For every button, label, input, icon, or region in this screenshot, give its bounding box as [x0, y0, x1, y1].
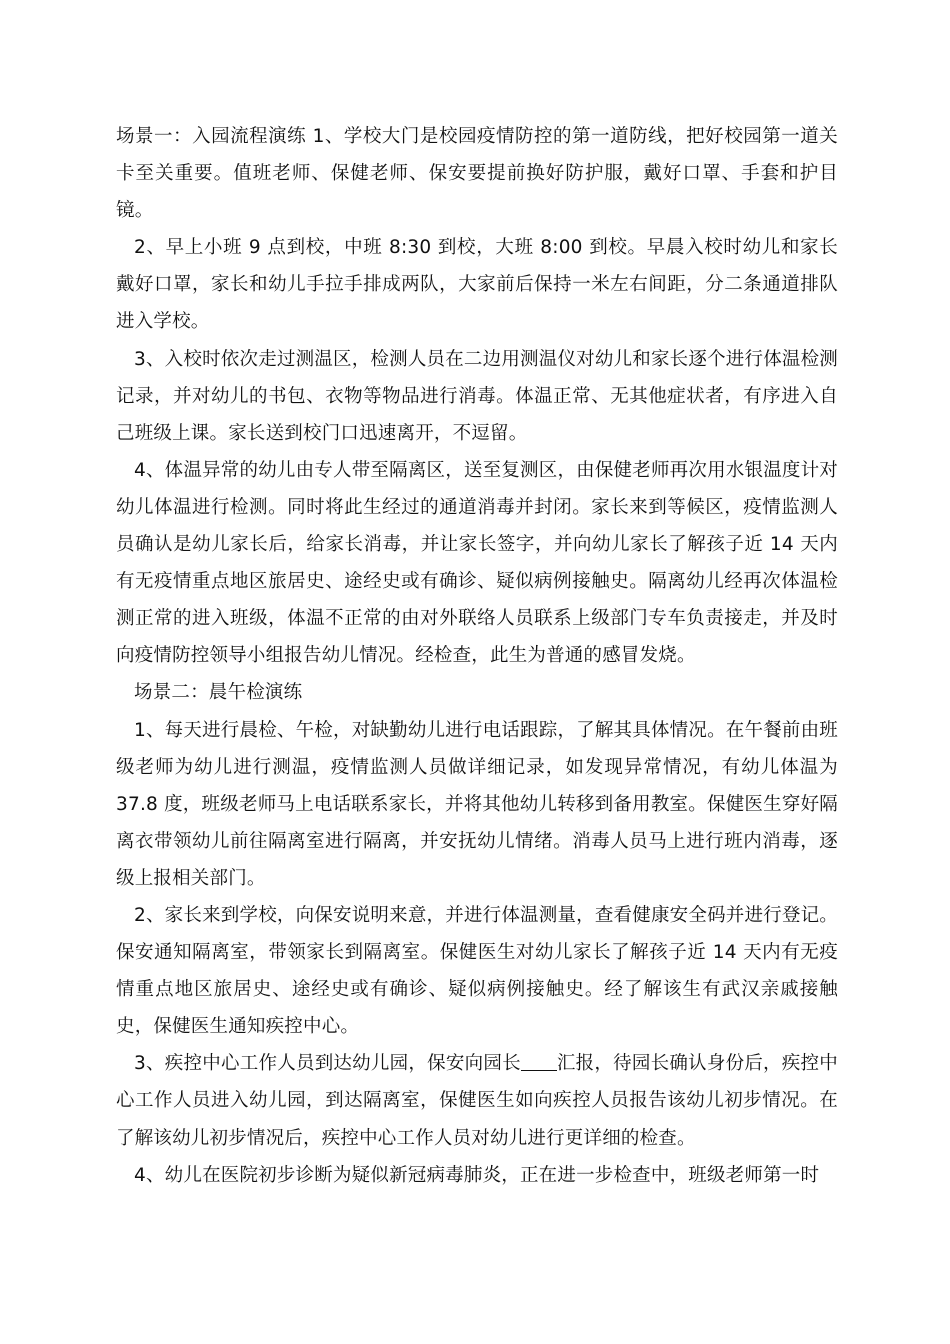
paragraph-arrival-times: 2、早上小班 9 点到校，中班 8:30 到校，大班 8:00 到校。早晨入校时幼儿和家长戴好口罩，家长和幼儿手拉手排成两队，大家前后保持一米左右间距，分二条通道排队进入学校。 [116, 237, 838, 333]
paragraph-cdc-arrival [116, 1045, 838, 1156]
paragraph-scene-one-intro: 场景一：入园流程演练 1、学校大门是校园疫情防控的第一道防线，把好校园第一道关卡至关重要。值班老师、保健老师、保安要提前换好防护服，戴好口罩、手套和护目镜。 [116, 126, 838, 222]
paragraph-scene-two-heading: 场景二：晨午检演练 [134, 682, 303, 704]
paragraph-cdc-arrival-before: 3、疾控中心工作人员到达幼儿园，保安向园长 [134, 1053, 521, 1075]
paragraph-hospital-diagnosis: 4、幼儿在医院初步诊断为疑似新冠病毒肺炎，正在进一步检查中，班级老师第一时 [134, 1164, 820, 1186]
paragraph-parent-arrival: 2、家长来到学校，向保安说明来意，并进行体温测量，查看健康安全码并进行登记。保安通知隔离室，带领家长到隔离室。保健医生对幼儿家长了解孩子近 14 天内有无疫情重点地区旅居史、途经史或有确诊、疑似病例接触史。经了解该生有武汉亲戚接触史，保健医生通知疾控中心。 [116, 904, 838, 1038]
paragraph-cdc-arrival-after: 汇报，待园长确认身份后，疾控中心工作人员进入幼儿园，到达隔离室，保健医生如向疾控人员报告该幼儿初步情况。在了解该幼儿初步情况后，疾控中心工作人员对幼儿进行更详细的检查。 [116, 1053, 838, 1149]
document-body [116, 118, 838, 1194]
paragraph-abnormal-temperature: 4、体温异常的幼儿由专人带至隔离区，送至复测区，由保健老师再次用水银温度计对幼儿体温进行检测。同时将此生经过的通道消毒并封闭。家长来到等候区，疫情监测人员确认是幼儿家长后，给家长消毒，并让家长签字，并向幼儿家长了解孩子近 14 天内有无疫情重点地区旅居史、途经史或有确诊、疑似病例接触史。隔离幼儿经再次体温检测正常的进入班级，体温不正常的由对外联络人员联系上级部门专车负责接走，并及时向疫情防控领导小组报告幼儿情况。经检查，此生为普通的感冒发烧。 [116, 459, 838, 667]
blank-underline [521, 1050, 557, 1071]
paragraph-temperature-check: 3、入校时依次走过测温区，检测人员在二边用测温仪对幼儿和家长逐个进行体温检测记录，并对幼儿的书包、衣物等物品进行消毒。体温正常、无其他症状者，有序进入自己班级上课。家长送到校门口迅速离开，不逗留。 [116, 348, 838, 444]
paragraph-daily-checks: 1、每天进行晨检、午检，对缺勤幼儿进行电话跟踪，了解其具体情况。在午餐前由班级老师为幼儿进行测温，疫情监测人员做详细记录，如发现异常情况，有幼儿体温为 37.8 度，班级老师马上电话联系家长，并将其他幼儿转移到备用教室。保健医生穿好隔离衣带领幼儿前往隔离室进行隔离，并安抚幼儿情绪。消毒人员马上进行班内消毒，逐级上报相关部门。 [116, 719, 838, 889]
